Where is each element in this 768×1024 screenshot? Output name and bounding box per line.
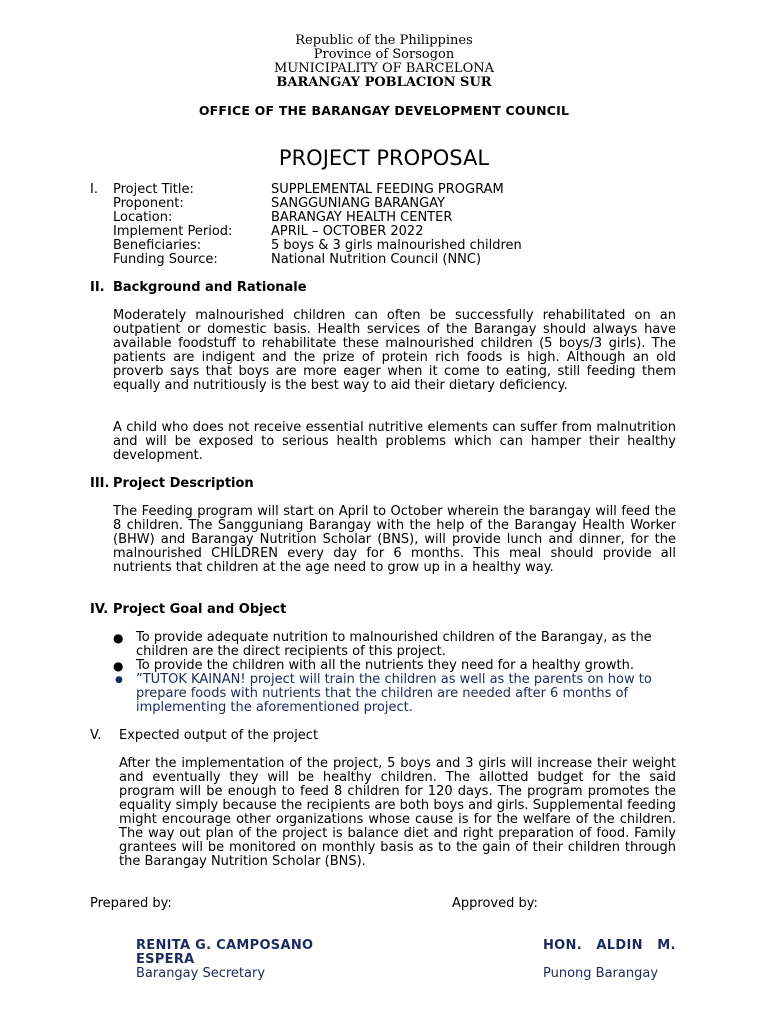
bullet-icon: ● (115, 675, 123, 685)
section-title: Expected output of the project (119, 728, 319, 743)
office-heading: OFFICE OF THE BARANGAY DEVELOPMENT COUNCIL (198, 103, 570, 118)
info-label: Project Title: (113, 182, 194, 197)
approved-by-label: Approved by: (452, 896, 538, 911)
section-heading-description (90, 477, 254, 491)
list-item-text: ”TUTOK KAINAN! project will train the children as well as the parents on how to prepare foods with nutrients that the children are needed after 6 months of implementing the aforementioned project. (136, 672, 652, 715)
section-heading-goal (90, 603, 286, 617)
approver-role: Punong Barangay (543, 966, 659, 981)
section-number: III. (90, 476, 110, 491)
info-value: SANGGUNIANG BARANGAY (271, 196, 445, 211)
section-number: V. (90, 728, 102, 743)
info-label: Location: (113, 210, 173, 225)
document-title: PROJECT PROPOSAL (278, 146, 490, 170)
section-title: Background and Rationale (113, 280, 307, 295)
section-heading-background (90, 281, 307, 295)
preparer-block (136, 939, 313, 981)
background-paragraph-2: A child who does not receive essential nutritive elements can suffer from malnutrition and will be exposed to serious health problems which can hamper their healthy development. (113, 420, 676, 463)
prepared-by-label: Prepared by: (90, 896, 172, 911)
info-value: BARANGAY HEALTH CENTER (271, 210, 453, 225)
info-label: Proponent: (113, 196, 184, 211)
approver-block (543, 939, 676, 981)
preparer-role: Barangay Secretary (136, 966, 266, 981)
info-value: National Nutrition Council (NNC) (271, 252, 482, 267)
letterhead-republic: Republic of the Philippines (295, 33, 473, 48)
section-number: IV. (90, 602, 109, 617)
info-value: APRIL – OCTOBER 2022 (271, 224, 424, 239)
list-item-text: To provide the children with all the nutrients they need for a healthy growth. (136, 658, 635, 673)
goal-list (113, 631, 677, 715)
preparer-name-continued: ESPERA (136, 952, 195, 967)
list-item-text: To provide adequate nutrition to malnourished children of the Barangay, as the children are the direct recipients of this project. (136, 630, 652, 659)
section-number: I. (90, 182, 98, 197)
background-paragraph-1: Moderately malnourished children can often be successfully rehabilitated on an outpatient or domestic basis. Health services of the Barangay should always have available foodstuff to rehabilitate these malnourished children (5 boys/3 girls). The patients are indigent and the prize of protein rich foods is high. Although an old proverb says that boys are more eager when it come to eating, still feeding them equally and nutritiously is the best way to aid their dietary deficiency. (113, 308, 676, 393)
bullet-icon: ● (113, 659, 124, 673)
info-value: SUPPLEMENTAL FEEDING PROGRAM (271, 182, 504, 197)
letterhead-municipality: MUNICIPALITY OF BARCELONA (274, 61, 494, 76)
list-item (113, 673, 677, 715)
spacer (543, 953, 676, 967)
info-value: 5 boys & 3 girls malnourished children (271, 238, 522, 253)
letterhead-barangay: BARANGAY POBLACION SUR (276, 75, 492, 90)
list-item (113, 659, 677, 673)
approver-name: HON. ALDIN M. (543, 938, 676, 953)
section-number: II. (90, 280, 105, 295)
info-label: Funding Source: (113, 252, 218, 267)
info-label: Implement Period: (113, 224, 233, 239)
output-paragraph: After the implementation of the project, 5 boys and 3 girls will increase their weight and eventually they will be healthy children. The allotted budget for the said program will be enough to feed 8 children for 120 days. The program promotes the equality simply because the recipients are both boys and girls. Supplemental feeding might encourage other organizations whose cause is for the welfare of the children. The way out plan of the project is balance diet and right preparation of food. Family grantees will be monitored on monthly basis as to the gain of their children through the Barangay Nutrition Scholar (BNS). (119, 756, 676, 869)
section-title: Project Goal and Object (113, 602, 287, 617)
section-heading-output (90, 729, 318, 743)
preparer-name: RENITA G. CAMPOSANO (136, 938, 314, 953)
info-label: Beneficiaries: (113, 238, 202, 253)
letterhead (0, 34, 768, 90)
bullet-icon: ● (113, 631, 124, 645)
letterhead-province: Province of Sorsogon (313, 47, 455, 62)
section-title: Project Description (113, 476, 254, 491)
list-item (113, 631, 677, 659)
description-paragraph: The Feeding program will start on April to October wherein the barangay will feed the 8 children. The Sangguniang Barangay with the help of the Barangay Health Worker (BHW) and Barangay Nutrition Scholar (BNS), will provide lunch and dinner, for the malnourished CHILDREN every day for 6 months. This meal should provide all nutrients that children at the age need to grow up in a healthy way. (113, 504, 676, 575)
